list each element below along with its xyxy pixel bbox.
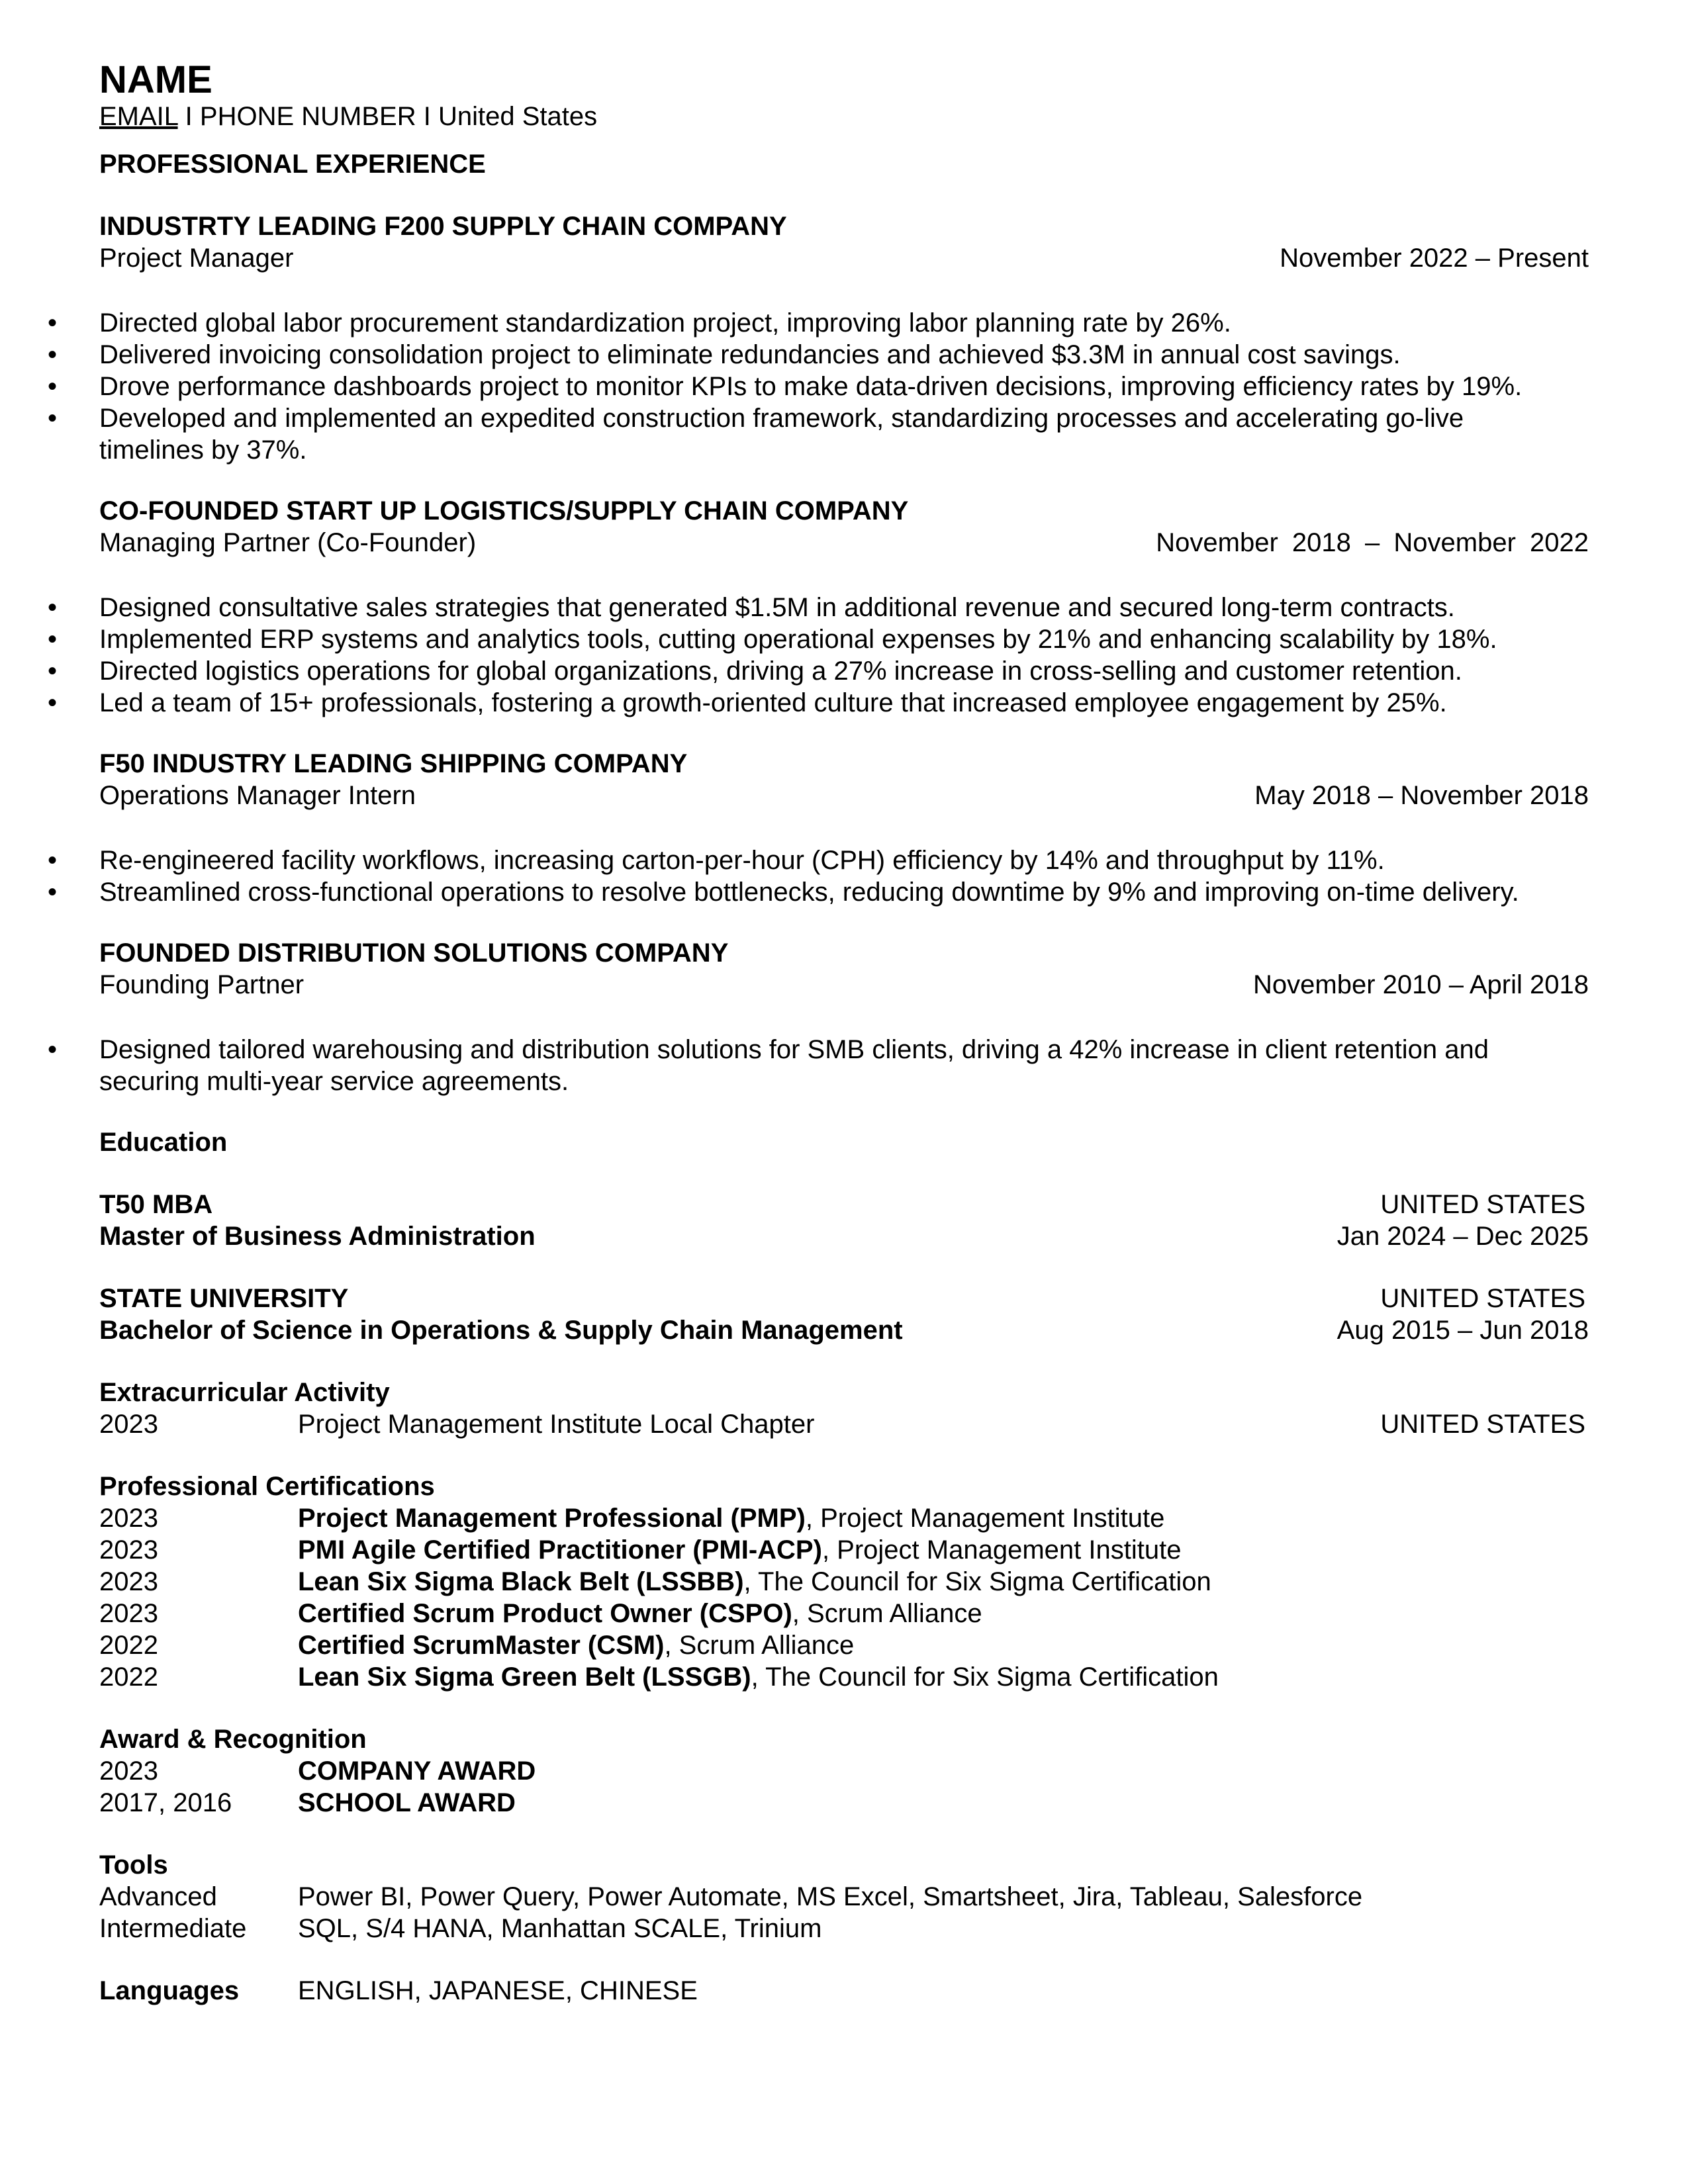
job-role: Founding Partner [99,970,305,999]
tools-section-title: Tools [99,1850,168,1880]
job-role: Managing Partner (Co-Founder) [99,528,477,557]
certification-year: 2022 [99,1662,158,1692]
job-bullet: • Designed tailored warehousing and distribution solutions for SMB clients, driving a 42% increase in client retention and securing multi-year service agreements. [99,1034,1556,1097]
certification-year: 2023 [99,1567,158,1596]
certification-issuer: , The Council for Six Sigma Certification [743,1567,1211,1596]
education-school-row [99,1189,1589,1220]
job-bullet: • Drove performance dashboards project to monitor KPIs to make data-driven decisions, improving efficiency rates by 19%. [99,371,1589,402]
job-bullets [99,844,1589,908]
degree-name: Bachelor of Science in Operations & Supply Chain Management [99,1316,903,1345]
certification-name: Lean Six Sigma Black Belt (LSSBB) [298,1567,744,1596]
certification-year: 2023 [99,1504,158,1533]
certification-name: Lean Six Sigma Green Belt (LSSGB) [298,1662,751,1692]
certification-issuer: , Project Management Institute [821,1535,1182,1565]
degree-name: Master of Business Administration [99,1222,536,1251]
job-company: FOUNDED DISTRIBUTION SOLUTIONS COMPANY [99,938,729,968]
job-bullet: • Directed global labor procurement standardization project, improving labor planning rate by 26%. [99,307,1589,339]
school-location: UNITED STATES [1380,1284,1585,1313]
job-company: F50 INDUSTRY LEADING SHIPPING COMPANY [99,749,688,778]
school-name: STATE UNIVERSITY [99,1284,349,1313]
certification-name: Project Management Professional (PMP) [298,1504,806,1533]
extracurricular-row [99,1408,1589,1440]
job-bullet: • Developed and implemented an expedited construction framework, standardizing processes and accelerating go-live timelines by 37%. [99,402,1536,466]
certification-row [99,1629,1589,1661]
certification-issuer: , Scrum Alliance [792,1599,982,1628]
activity-year: 2023 [99,1410,158,1439]
job-role-row [99,242,1589,274]
school-location: UNITED STATES [1380,1190,1585,1219]
education-section-title: Education [99,1128,228,1157]
tools-list: Power BI, Power Query, Power Automate, MS Excel, Smartsheet, Jira, Tableau, Salesforce [298,1882,1363,1911]
job-company: CO-FOUNDED START UP LOGISTICS/SUPPLY CHAIN COMPANY [99,496,909,525]
awards-section-title: Award & Recognition [99,1725,367,1754]
degree-dates: Aug 2015 – Jun 2018 [1336,1316,1589,1345]
job-dates: November 2018 – November 2022 [1156,528,1589,557]
job-bullet: • Streamlined cross-functional operations to resolve bottlenecks, reducing downtime by 9% and improving on-time delivery. [99,876,1589,908]
job-role-row [99,780,1589,811]
tools-list: SQL, S/4 HANA, Manhattan SCALE, Trinium [298,1914,822,1943]
award-year: 2017, 2016 [99,1788,232,1817]
job-bullets [99,307,1589,466]
job-dates: November 2010 – April 2018 [1253,970,1589,999]
tools-row [99,1913,1589,1944]
certification-issuer: , The Council for Six Sigma Certification [751,1662,1219,1692]
phone-number: PHONE NUMBER [199,102,416,131]
job-dates: May 2018 – November 2018 [1254,781,1589,810]
certification-row [99,1502,1589,1534]
candidate-name: NAME [99,58,212,101]
award-name: COMPANY AWARD [298,1756,536,1786]
certification-name: Certified ScrumMaster (CSM) [298,1631,665,1660]
job-bullet: • Delivered invoicing consolidation project to eliminate redundancies and achieved $3.3M in annual cost savings. [99,339,1589,371]
award-row [99,1787,1589,1819]
certification-year: 2023 [99,1599,158,1628]
job-bullet: • Directed logistics operations for global organizations, driving a 27% increase in cross-selling and customer retention. [99,655,1589,687]
job-dates: November 2022 – Present [1280,244,1589,273]
experience-section-title: PROFESSIONAL EXPERIENCE [99,150,486,179]
contact-separator: I [177,102,200,131]
certification-row [99,1534,1589,1566]
location: United States [438,102,598,131]
school-name: T50 MBA [99,1190,213,1219]
job-bullet: • Designed consultative sales strategies that generated $1.5M in additional revenue and secured long-term contracts. [99,592,1589,623]
contact-separator: I [416,102,438,131]
job-bullet: • Led a team of 15+ professionals, fostering a growth-oriented culture that increased employee engagement by 25%. [99,687,1589,719]
job-role-row [99,969,1589,1001]
certification-row [99,1598,1589,1629]
job-bullet: • Implemented ERP systems and analytics tools, cutting operational expenses by 21% and enhancing scalability by 18%. [99,623,1589,655]
certification-issuer: , Project Management Institute [805,1504,1165,1533]
award-row [99,1755,1589,1787]
languages-list: ENGLISH, JAPANESE, CHINESE [298,1976,698,2005]
tools-level: Advanced [99,1882,217,1911]
education-degree-row [99,1220,1589,1252]
resume-content [99,60,1589,2007]
education-degree-row [99,1314,1589,1346]
job-role: Operations Manager Intern [99,781,416,810]
certification-row [99,1566,1589,1598]
languages-row [99,1975,1589,2007]
contact-line [99,101,1589,132]
job-bullet: • Re-engineered facility workflows, increasing carton-per-hour (CPH) efficiency by 14% and throughput by 11%. [99,844,1589,876]
award-name: SCHOOL AWARD [298,1788,516,1817]
job-company: INDUSTRTY LEADING F200 SUPPLY CHAIN COMPANY [99,212,787,241]
email-link[interactable]: EMAIL [99,102,178,131]
job-role-row [99,527,1589,559]
certification-issuer: , Scrum Alliance [664,1631,855,1660]
job-bullets [99,1034,1589,1097]
education-school-row [99,1283,1589,1314]
certification-year: 2022 [99,1631,158,1660]
activity-location: UNITED STATES [1380,1410,1585,1439]
activity-name: Project Management Institute Local Chapter [298,1410,815,1439]
award-year: 2023 [99,1756,158,1786]
certifications-section-title: Professional Certifications [99,1472,435,1501]
tools-level: Intermediate [99,1914,247,1943]
degree-dates: Jan 2024 – Dec 2025 [1336,1222,1589,1251]
certification-name: Certified Scrum Product Owner (CSPO) [298,1599,792,1628]
certification-row [99,1661,1589,1693]
job-role: Project Manager [99,244,294,273]
certification-name: PMI Agile Certified Practitioner (PMI-ACP) [298,1535,822,1565]
tools-row [99,1881,1589,1913]
job-bullets [99,592,1589,719]
languages-section-title: Languages [99,1976,240,2005]
certification-year: 2023 [99,1535,158,1565]
extracurricular-section-title: Extracurricular Activity [99,1378,390,1407]
